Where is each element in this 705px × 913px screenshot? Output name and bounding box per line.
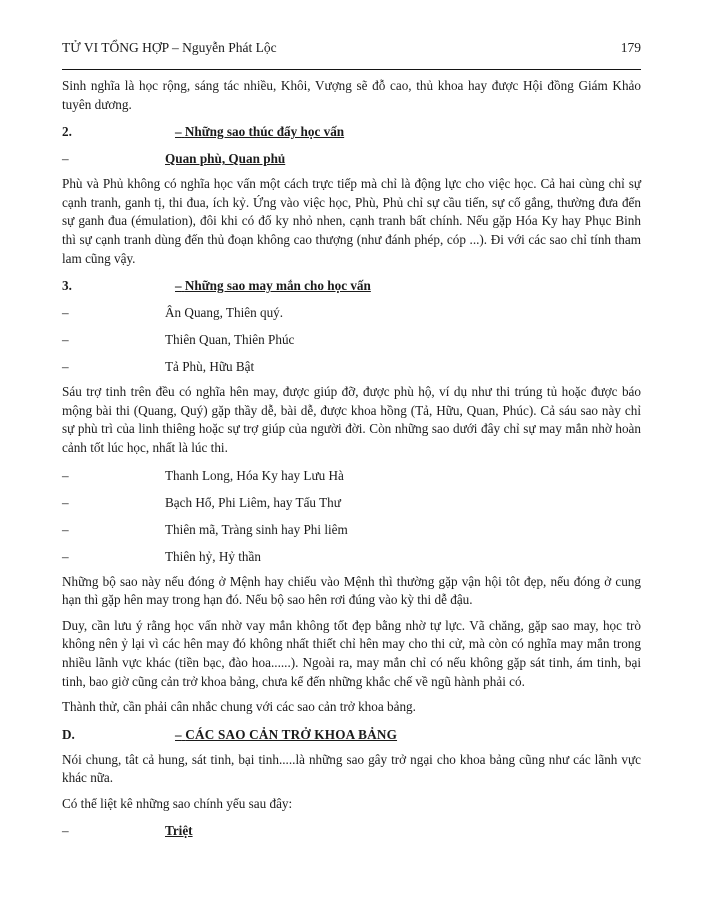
list-item-text: Ân Quang, Thiên quý. — [165, 305, 284, 321]
dash-bullet: – — [62, 521, 69, 537]
list-item-text: Bạch Hổ, Phi Liêm, hay Tấu Thư — [165, 494, 341, 510]
list-item-text: Tả Phù, Hữu Bật — [165, 359, 255, 375]
list-item — [62, 357, 641, 376]
heading-number: D. — [62, 726, 75, 742]
heading-dash: – — [175, 124, 182, 140]
dash-bullet: – — [62, 548, 69, 564]
dash-bullet: – — [62, 359, 69, 375]
list-item — [62, 330, 641, 349]
heading-number: 2. — [62, 124, 72, 140]
dash-bullet: – — [62, 305, 69, 321]
paragraph-noi-chung: Nói chung, tât cả hung, sát tinh, bại tinh.....là những sao gây trở ngại cho khoa bảng cũng như các lãnh vực khác nữa. — [62, 751, 641, 786]
heading-title: – CÁC SAO CẢN TRỞ KHOA BẢNG — [175, 726, 398, 742]
list-item-text: Quan phù, Quan phủ — [165, 151, 286, 167]
paragraph-duy: Duy, cần lưu ý rằng học vấn nhờ vay mắn không tốt đẹp bằng nhờ tự lực. Vã chăng, gặp sao may, học trò không nên ỷ lại vì các hên may đó không nhất thiết chỉ hên may cho thi cử, mà còn có nghĩa may mắn trong nhiều lãnh vực khác (tiền bạc, đào hoa......). Ngoài ra, may mắn chỉ có nếu không gặp sát tinh, ám tinh, bại tinh, bao giờ cũng cản trở khoa bảng, chưa kể đến những khắc chế về ngũ hành phải có. — [62, 617, 641, 689]
heading-title: – Những sao thúc đẩy học vấn — [175, 124, 345, 140]
dash-bullet: – — [62, 494, 69, 510]
paragraph-intro: Sinh nghĩa là học rộng, sáng tác nhiều, Khôi, Vượng sẽ đỗ cao, thủ khoa hay được Hội đồng Giám Khảo tuyên dương. — [62, 78, 641, 112]
list-item-text: Triệt — [165, 823, 193, 839]
list-item-text: Thanh Long, Hóa Ky hay Lưu Hà — [165, 467, 344, 483]
list-item-text: Thiên mã, Tràng sinh hay Phi liêm — [165, 521, 348, 537]
header-rule — [62, 69, 641, 70]
list-item-quan-phu — [62, 149, 641, 168]
paragraph-thanh-thu: Thành thử, cần phải cân nhắc chung với các sao cản trở khoa bảng. — [62, 699, 416, 715]
page-header — [62, 40, 641, 56]
dash-bullet: – — [62, 467, 69, 483]
heading-title: – Những sao may mắn cho học vấn — [175, 278, 371, 294]
paragraph-nhung-bo-sao: Những bộ sao này nếu đóng ở Mệnh hay chiếu vào Mệnh thì thường gặp vận hội tôt đẹp, nếu đóng ở cung hạn thì gặp hên may trong hạn đó. Nếu bộ sao hên rơi đúng vào kỳ thi dễ đậu. — [62, 573, 641, 608]
book-title: TỬ VI TỔNG HỢP – Nguyễn Phát Lộc — [62, 40, 277, 55]
paragraph-co-the: Có thể liệt kê những sao chính yếu sau đây: — [62, 795, 293, 811]
page-number: 179 — [620, 40, 641, 55]
list-item-triet — [62, 821, 641, 840]
dash-bullet: – — [62, 332, 69, 348]
paragraph-sau-tro-tinh: Sáu trợ tinh trên đều có nghĩa hên may, được giúp đỡ, được phù hộ, ví dụ như thi trúng tủ hoặc được báo mộng bài thi (Quang, Quý) gặp thầy dễ, bài dễ, được khoa hồng (Tả, Hữu, Quan, Phúc). Cả sáu sao này chỉ sự phù trì của linh thiêng hoặc sự trợ giúp của người đời. Còn những sao dưới đây chỉ sự may mắn nhờ hoàn cảnh tốt lúc học, nhất là lúc thi. — [62, 384, 641, 455]
dash-bullet: – — [62, 823, 69, 839]
list-item — [62, 466, 641, 485]
paragraph-phu-phu: Phù và Phủ không có nghĩa học vấn một cách trực tiếp mà chỉ là động lực cho việc học. Cả hai cùng chỉ sự cạnh tranh, ganh tị, thi đua, ích kỷ. Ứng vào việc học, Phù, Phủ chỉ sự cầu tiến, sự cố gắng, thường đưa đến sự ganh đua (émulation), đôi khi có đố ky nhỏ nhen, cạnh tranh bất chính. Nếu gặp Hóa Ky hay Phục Binh thì sự cạnh tranh dùng đến thủ đoạn không cao thượng (như đánh phép, cóp ...). Đi với các sao chỉ tính tham lam cũng vậy. — [62, 176, 641, 266]
section-2-heading — [62, 122, 641, 141]
dash-bullet: – — [62, 151, 69, 167]
heading-dash: – — [175, 278, 182, 294]
list-item — [62, 547, 641, 566]
list-item — [62, 303, 641, 322]
list-item-text: Thiên hỷ, Hỷ thần — [165, 548, 261, 564]
section-d-heading — [62, 725, 641, 744]
section-3-heading — [62, 276, 641, 295]
list-item — [62, 493, 641, 512]
heading-number: 3. — [62, 278, 72, 294]
heading-dash: – — [175, 726, 182, 742]
list-item-text: Thiên Quan, Thiên Phúc — [165, 332, 295, 348]
list-item — [62, 520, 641, 539]
